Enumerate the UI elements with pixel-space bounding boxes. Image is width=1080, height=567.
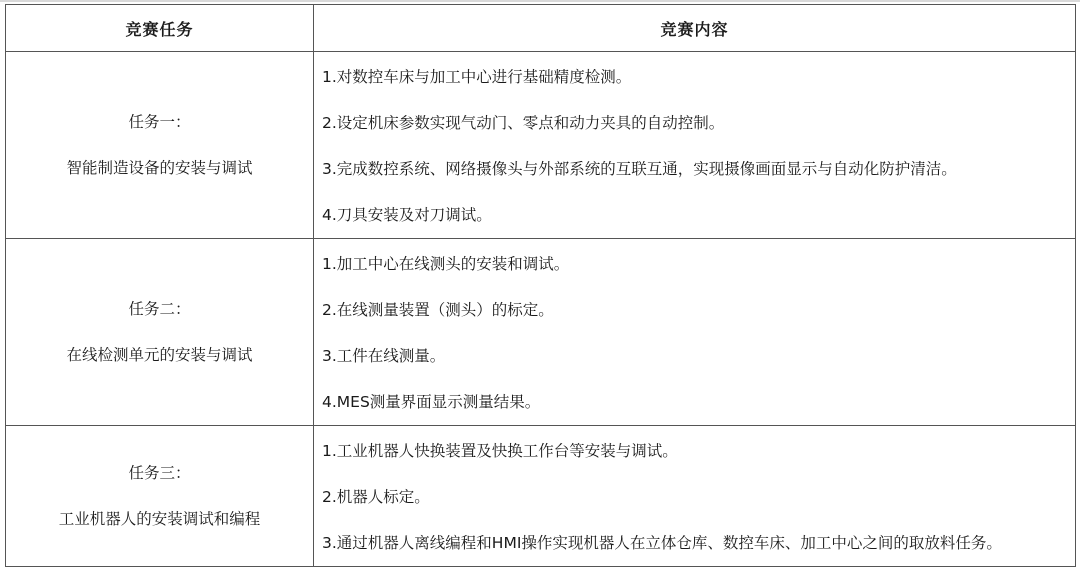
content-item: 1.加工中心在线测头的安装和调试。 (322, 255, 570, 273)
content-item: 3.通过机器人离线编程和HMI操作实现机器人在立体仓库、数控车床、加工中心之间的取放料任务。 (322, 534, 1002, 552)
table-header-row (6, 5, 1076, 52)
task-cell (6, 52, 314, 239)
content-item: 4.MES测量界面显示测量结果。 (322, 393, 541, 411)
task-cell (6, 426, 314, 567)
table-row (6, 239, 1076, 426)
task-title: 任务一： (128, 113, 191, 131)
header-task: 竞赛任务 (6, 5, 314, 52)
content-item: 1.对数控车床与加工中心进行基础精度检测。 (322, 68, 632, 86)
content-cell (314, 52, 1076, 239)
task-name: 智能制造设备的安装与调试 (66, 159, 253, 177)
content-item: 3.完成数控系统、网络摄像头与外部系统的互联互通，实现摄像画面显示与自动化防护清洁。 (322, 160, 957, 178)
content-item: 2.在线测量装置（测头）的标定。 (322, 301, 554, 319)
content-cell (314, 239, 1076, 426)
task-name: 工业机器人的安装调试和编程 (58, 510, 261, 528)
task-title: 任务二： (128, 300, 191, 318)
table-row (6, 52, 1076, 239)
content-item: 4.刀具安装及对刀调试。 (322, 206, 492, 224)
content-cell (314, 426, 1076, 567)
content-item: 1.工业机器人快换装置及快换工作台等安装与调试。 (322, 442, 678, 460)
task-cell (6, 239, 314, 426)
table-row (6, 426, 1076, 567)
content-item: 2.设定机床参数实现气动门、零点和动力夹具的自动控制。 (322, 114, 725, 132)
content-item: 3.工件在线测量。 (322, 347, 446, 365)
task-name: 在线检测单元的安装与调试 (66, 346, 253, 364)
content-item: 2.机器人标定。 (322, 488, 430, 506)
task-title: 任务三： (128, 464, 191, 482)
top-rule (0, 0, 1080, 2)
header-content: 竞赛内容 (314, 5, 1076, 52)
competition-table (5, 4, 1076, 567)
